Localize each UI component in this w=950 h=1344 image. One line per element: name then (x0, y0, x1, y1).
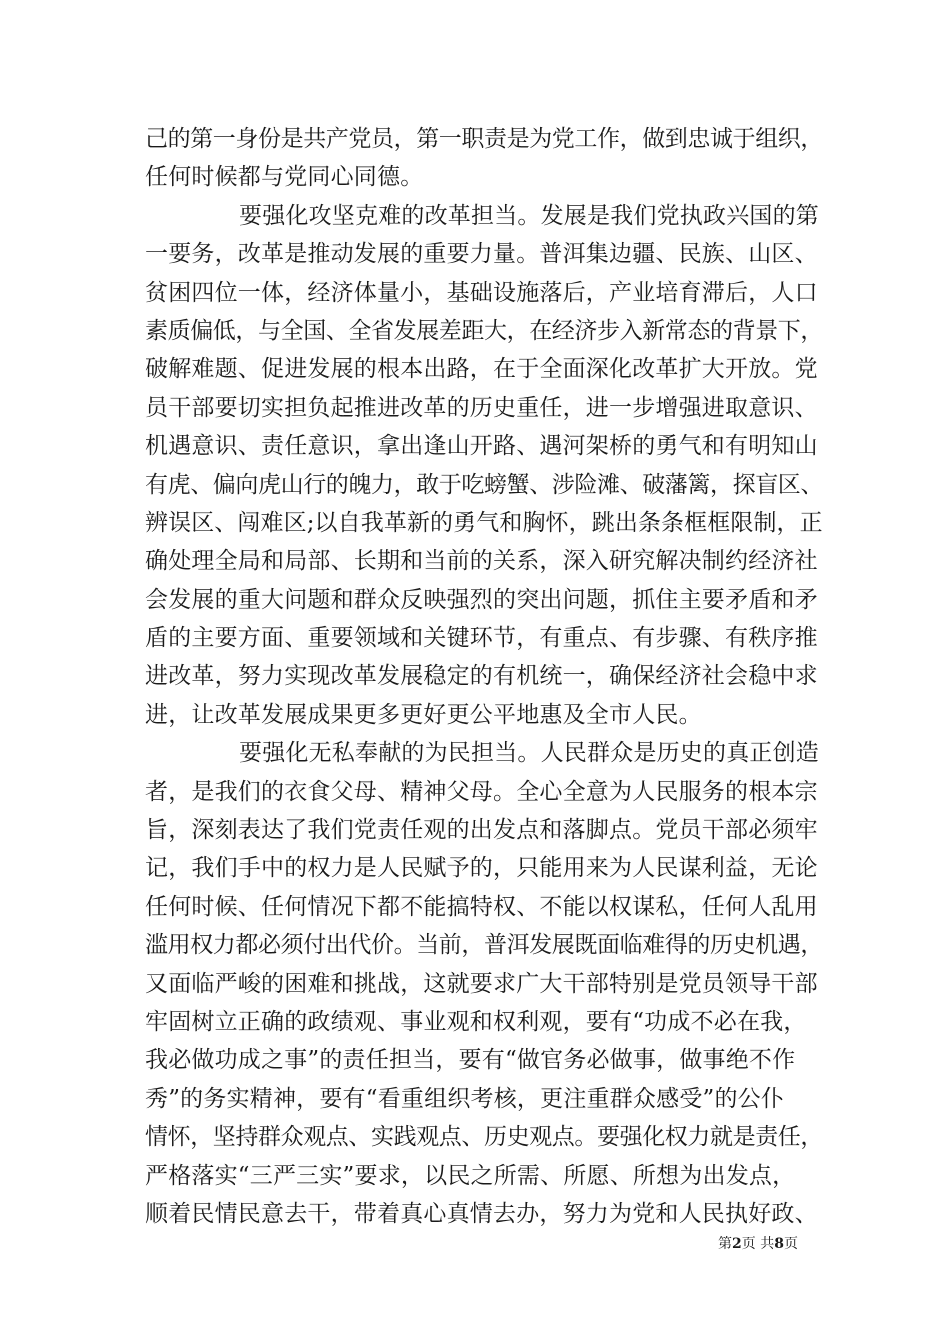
text-line: 情怀，坚持群众观点、实践观点、历史观点。要强化权力就是责任， (145, 1124, 824, 1151)
text-line: 任何时候都与党同心同德。 (145, 164, 424, 191)
text-line: 进改革，努力实现改革发展稳定的有机统一，确保经济社会稳中求 (145, 663, 818, 690)
page-footer (718, 1233, 798, 1253)
total-pages-number: 8 (774, 1236, 784, 1252)
text-line: 己的第一身份是共产党员，第一职责是为党工作，做到忠诚于组织， (145, 126, 824, 152)
text-line: 贫困四位一体，经济体量小，基础设施落后，产业培育滞后，人口 (145, 279, 818, 306)
text-line: 进，让改革发展成果更多更好更公平地惠及全市人民。 (145, 701, 702, 728)
footer-middle: 页 共 (741, 1236, 775, 1252)
text-line: 任何时候、任何情况下都不能搞特权、不能以权谋私，任何人乱用 (145, 893, 818, 920)
text-line: 严格落实“三严三实”要求，以民之所需、所愿、所想为出发点， (145, 1162, 796, 1189)
text-line: 机遇意识、责任意识，拿出逢山开路、遇河架桥的勇气和有明知山 (145, 433, 818, 460)
text-line: 又面临严峻的困难和挑战，这就要求广大干部特别是党员领导干部 (145, 970, 818, 997)
text-line: 我必做功成之事”的责任担当，要有“做官务必做事，做事绝不作 (145, 1047, 796, 1074)
footer-prefix: 第 (718, 1236, 732, 1252)
text-line: 要强化无私奉献的为民担当。人民群众是历史的真正创造 (239, 740, 819, 767)
text-line: 滥用权力都必须付出代价。当前，普洱发展既面临难得的历史机遇， (145, 932, 824, 959)
text-line: 牢固树立正确的政绩观、事业观和权利观，要有“功成不必在我， (145, 1008, 807, 1035)
paragraph (145, 197, 825, 734)
body-text (145, 120, 825, 1233)
text-line: 一要务，改革是推动发展的重要力量。普洱集边疆、民族、山区、 (145, 241, 818, 268)
text-line: 记，我们手中的权力是人民赋予的，只能用来为人民谋利益，无论 (145, 855, 818, 882)
current-page-number: 2 (732, 1236, 742, 1252)
text-line: 确处理全局和局部、长期和当前的关系，深入研究解决制约经济社 (145, 548, 818, 575)
text-line: 破解难题、促进发展的根本出路，在于全面深化改革扩大开放。党 (145, 356, 818, 383)
text-line: 辨误区、闯难区;以自我革新的勇气和胸怀，跳出条条框框限制，正 (145, 509, 823, 536)
paragraph (145, 734, 825, 1233)
text-line: 旨，深刻表达了我们党责任观的出发点和落脚点。党员干部必须牢 (145, 817, 818, 844)
text-line: 员干部要切实担负起推进改革的历史重任，进一步增强进取意识、 (145, 394, 818, 421)
footer-suffix: 页 (783, 1236, 798, 1252)
text-line: 素质偏低，与全国、全省发展差距大，在经济步入新常态的背景下， (145, 317, 824, 344)
text-line: 顺着民情民意去干，带着真心真情去办，努力为党和人民执好政、 (145, 1200, 818, 1227)
text-line: 盾的主要方面、重要领域和关键环节，有重点、有步骤、有秩序推 (145, 625, 818, 652)
text-line: 秀”的务实精神，要有“看重组织考核，更注重群众感受”的公仆 (145, 1085, 785, 1112)
text-line: 会发展的重大问题和群众反映强烈的突出问题，抓住主要矛盾和矛 (145, 586, 818, 613)
text-line: 者，是我们的衣食父母、精神父母。全心全意为人民服务的根本宗 (145, 778, 818, 805)
paragraph (145, 120, 825, 197)
text-line: 要强化攻坚克难的改革担当。发展是我们党执政兴国的第 (239, 202, 819, 229)
text-line: 有虎、偏向虎山行的魄力，敢于吃螃蟹、涉险滩、破藩篱，探盲区、 (145, 471, 824, 498)
